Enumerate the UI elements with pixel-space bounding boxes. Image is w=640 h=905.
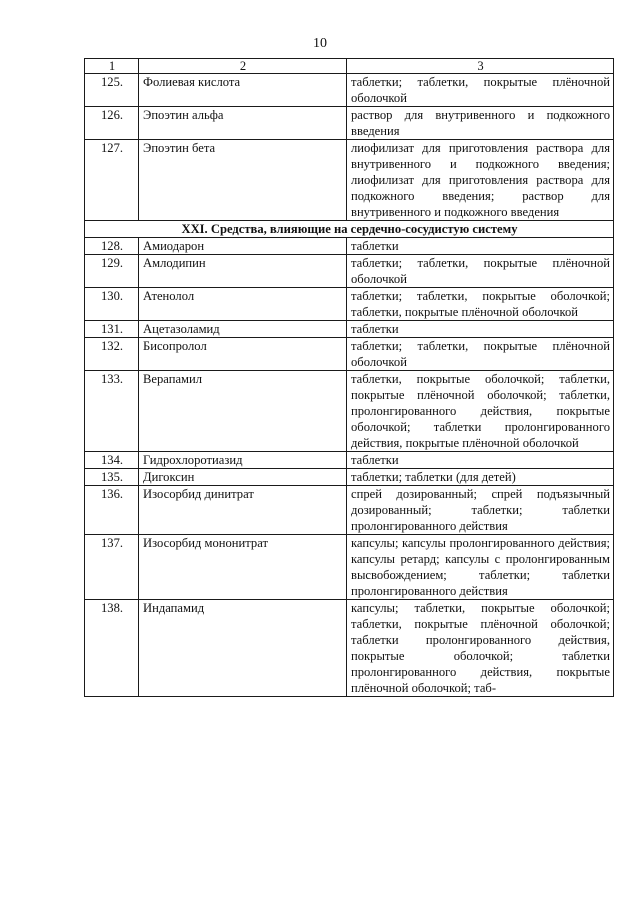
dosage-forms: таблетки bbox=[347, 452, 614, 469]
column-header-number: 1 bbox=[85, 59, 139, 74]
drug-name: Дигоксин bbox=[139, 469, 347, 486]
dosage-forms: таблетки bbox=[347, 321, 614, 338]
row-number: 130. bbox=[85, 288, 139, 321]
drug-name: Гидрохлоротиазид bbox=[139, 452, 347, 469]
table-row bbox=[85, 321, 614, 338]
table-row bbox=[85, 452, 614, 469]
dosage-forms: капсулы; таблетки, покрытые оболочкой; таблетки, покрытые плёночной оболочкой; таблетки пролонгированного действия, покрытые оболочкой; таблетки пролонгированного действия, покрытые плёночной оболочкой; таб- bbox=[347, 600, 614, 697]
dosage-forms: таблетки; таблетки, покрытые оболочкой; таблетки, покрытые плёночной оболочкой bbox=[347, 288, 614, 321]
table-row bbox=[85, 535, 614, 600]
drug-name: Атенолол bbox=[139, 288, 347, 321]
drug-name: Эпоэтин альфа bbox=[139, 107, 347, 140]
row-number: 135. bbox=[85, 469, 139, 486]
row-number: 137. bbox=[85, 535, 139, 600]
table-row bbox=[85, 600, 614, 697]
column-header-name: 2 bbox=[139, 59, 347, 74]
drug-name: Бисопролол bbox=[139, 338, 347, 371]
dosage-forms: таблетки; таблетки, покрытые плёночной оболочкой bbox=[347, 74, 614, 107]
table-row bbox=[85, 486, 614, 535]
table-row bbox=[85, 338, 614, 371]
drug-name: Амиодарон bbox=[139, 238, 347, 255]
drug-table bbox=[84, 58, 614, 697]
drug-name: Амлодипин bbox=[139, 255, 347, 288]
dosage-forms: таблетки; таблетки, покрытые плёночной оболочкой bbox=[347, 255, 614, 288]
row-number: 133. bbox=[85, 371, 139, 452]
dosage-forms: таблетки; таблетки (для детей) bbox=[347, 469, 614, 486]
dosage-forms: таблетки, покрытые оболочкой; таблетки, покрытые плёночной оболочкой; таблетки, пролонгированного действия, покрытые оболочкой; таблетки пролонгированного действия, покрытые плёночной оболочкой bbox=[347, 371, 614, 452]
column-header-forms: 3 bbox=[347, 59, 614, 74]
row-number: 134. bbox=[85, 452, 139, 469]
row-number: 126. bbox=[85, 107, 139, 140]
page-number: 10 bbox=[313, 36, 327, 51]
row-number: 127. bbox=[85, 140, 139, 221]
dosage-forms: лиофилизат для приготовления раствора для внутривенного и подкожного введения; лиофилизат для приготовления раствора для подкожного введения; раствор для внутривенного и подкожного введения bbox=[347, 140, 614, 221]
dosage-forms: спрей дозированный; спрей подъязычный дозированный; таблетки; таблетки пролонгированного действия bbox=[347, 486, 614, 535]
table-row bbox=[85, 255, 614, 288]
drug-name: Верапамил bbox=[139, 371, 347, 452]
table-row bbox=[85, 107, 614, 140]
table-row bbox=[85, 140, 614, 221]
row-number: 136. bbox=[85, 486, 139, 535]
table-header-row bbox=[85, 59, 614, 74]
dosage-forms: таблетки bbox=[347, 238, 614, 255]
row-number: 131. bbox=[85, 321, 139, 338]
row-number: 129. bbox=[85, 255, 139, 288]
section-title: XXI. Средства, влияющие на сердечно-сосудистую систему bbox=[85, 221, 614, 238]
row-number: 132. bbox=[85, 338, 139, 371]
row-number: 138. bbox=[85, 600, 139, 697]
drug-name: Изосорбид динитрат bbox=[139, 486, 347, 535]
table-row bbox=[85, 371, 614, 452]
drug-name: Изосорбид мононитрат bbox=[139, 535, 347, 600]
dosage-forms: раствор для внутривенного и подкожного введения bbox=[347, 107, 614, 140]
dosage-forms: капсулы; капсулы пролонгированного действия; капсулы ретард; капсулы с пролонгированным высвобождением; таблетки; таблетки пролонгированного действия bbox=[347, 535, 614, 600]
section-row bbox=[85, 221, 614, 238]
drug-name: Фолиевая кислота bbox=[139, 74, 347, 107]
table-row bbox=[85, 238, 614, 255]
table-row bbox=[85, 469, 614, 486]
drug-name: Индапамид bbox=[139, 600, 347, 697]
table-row bbox=[85, 74, 614, 107]
table-row bbox=[85, 288, 614, 321]
drug-name: Эпоэтин бета bbox=[139, 140, 347, 221]
drug-name: Ацетазоламид bbox=[139, 321, 347, 338]
row-number: 128. bbox=[85, 238, 139, 255]
dosage-forms: таблетки; таблетки, покрытые плёночной оболочкой bbox=[347, 338, 614, 371]
row-number: 125. bbox=[85, 74, 139, 107]
